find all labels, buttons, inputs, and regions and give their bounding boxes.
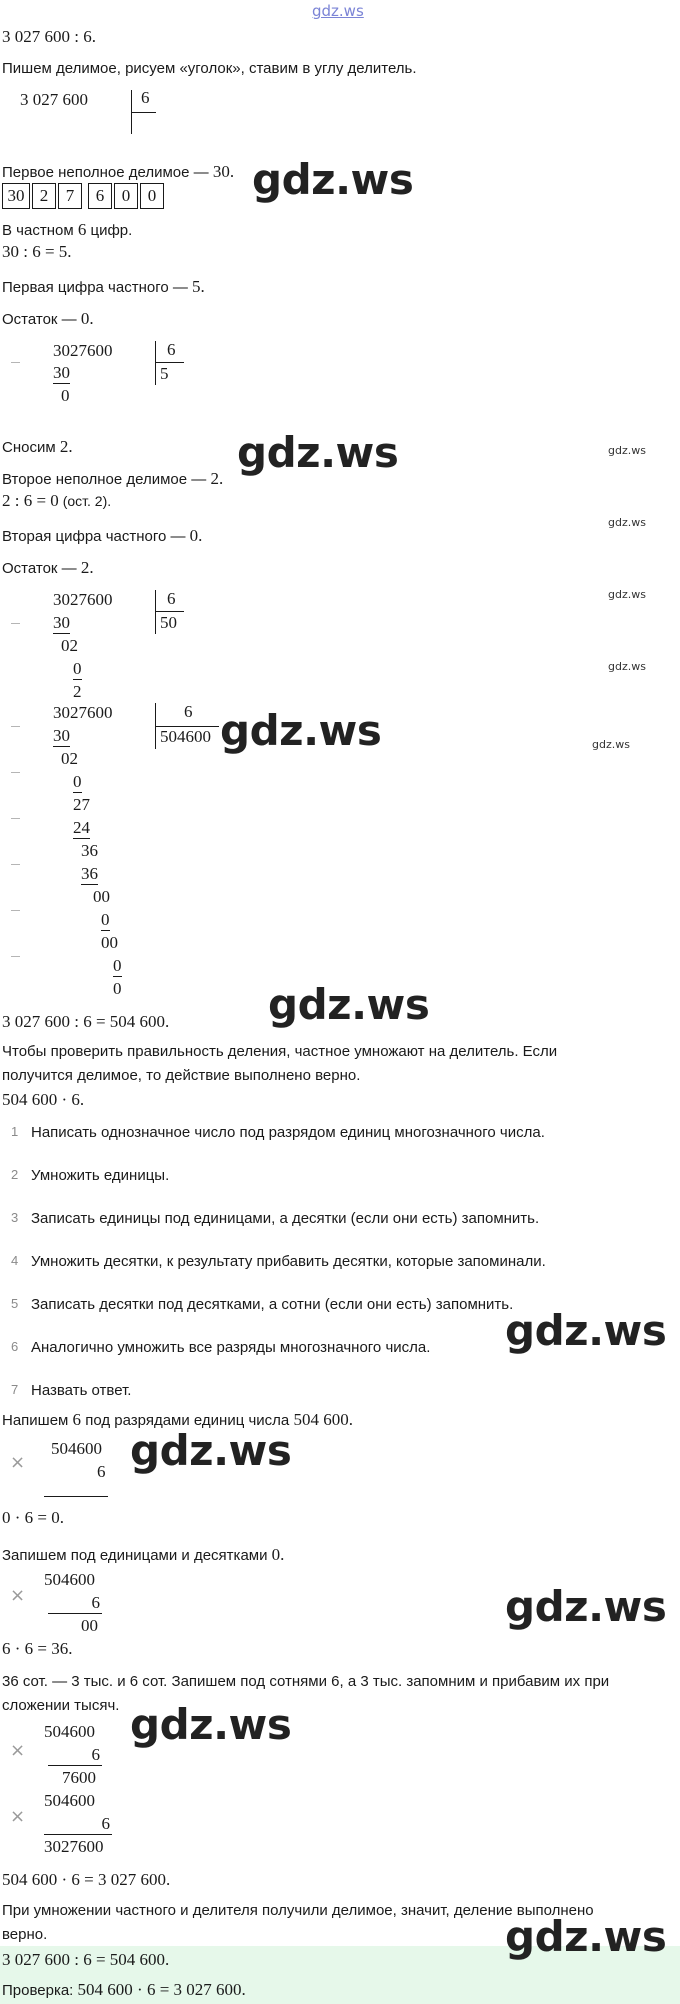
step-text: Умножить десятки, к результату прибавить десятки, которые запоминали. bbox=[31, 1253, 546, 1270]
step-number: 3 bbox=[11, 1210, 19, 1225]
div1-subtrahend: 30 bbox=[53, 363, 70, 382]
second-digit-label: Вторая цифра частного — bbox=[2, 528, 190, 545]
watermark-small: gdz.ws bbox=[608, 444, 646, 457]
step-text: Умножить единицы. bbox=[31, 1167, 170, 1184]
first-partial-value: 30. bbox=[212, 162, 235, 181]
watermark: gdz.ws bbox=[505, 1306, 667, 1355]
div3-line: 02 bbox=[61, 749, 78, 768]
div3-line: 24 bbox=[73, 818, 90, 837]
answer-box-answer: 3 027 600 : 6 = 504 600. bbox=[2, 1950, 170, 1969]
m4-result: 3027600 bbox=[44, 1837, 104, 1856]
watermark-small: gdz.ws bbox=[592, 738, 630, 751]
remainder-value: 0. bbox=[80, 309, 94, 328]
watermark-small: gdz.ws bbox=[608, 588, 646, 601]
div2-corner-horizontal bbox=[155, 611, 184, 612]
division-answer: 3 027 600 : 6 = 504 600. bbox=[2, 1012, 170, 1031]
m4-top: 504600 bbox=[44, 1791, 95, 1810]
digit-cell: 6 bbox=[88, 183, 112, 209]
check-intro: получится делимое, то действие выполнено верно. bbox=[2, 1067, 361, 1084]
m1-top: 504600 bbox=[51, 1439, 102, 1458]
step-number: 7 bbox=[11, 1382, 19, 1397]
remainder-label: Остаток — bbox=[2, 311, 81, 328]
div3-line: 0 bbox=[73, 772, 82, 791]
second-digit-value: 0. bbox=[189, 526, 203, 545]
div2-divisor: 6 bbox=[167, 589, 176, 608]
step-number: 6 bbox=[11, 1339, 19, 1354]
div2-line: 02 bbox=[61, 636, 78, 655]
minus-sign bbox=[11, 864, 20, 865]
div2-line: 0 bbox=[73, 659, 82, 678]
m2-top: 504600 bbox=[44, 1570, 95, 1589]
div2-line: 2 bbox=[73, 682, 82, 701]
times-sign: × bbox=[10, 1740, 26, 1761]
quotient-digits-suffix: цифр. bbox=[86, 222, 133, 239]
setup-dividend: 3 027 600 bbox=[20, 90, 88, 109]
second-digit-line bbox=[2, 526, 202, 546]
equation-final: 504 600 · 6 = 3 027 600. bbox=[2, 1870, 171, 1889]
watermark: gdz.ws bbox=[252, 155, 414, 204]
zeros-value: 0. bbox=[271, 1545, 285, 1564]
watermark: gdz.ws bbox=[130, 1700, 292, 1749]
product-expression: 504 600 · 6. bbox=[2, 1090, 85, 1109]
minus-sign bbox=[11, 623, 20, 624]
answer-box-check bbox=[2, 1980, 246, 2000]
remainder2-line bbox=[2, 558, 94, 578]
minus-sign bbox=[11, 726, 20, 727]
bring-down-line bbox=[2, 437, 73, 457]
equation-2-6-note: (ост. 2). bbox=[58, 493, 112, 509]
div2-dividend: 3027600 bbox=[53, 590, 113, 609]
div3-dividend: 3027600 bbox=[53, 703, 113, 722]
minus-sign bbox=[11, 910, 20, 911]
m1-bottom: 6 bbox=[97, 1462, 106, 1481]
step-text: Записать единицы под единицами, а десятки (если они есть) запомнить. bbox=[31, 1210, 540, 1227]
times-sign: × bbox=[10, 1806, 26, 1827]
div3-quotient: 504600 bbox=[160, 727, 211, 746]
times-sign: × bbox=[10, 1585, 26, 1606]
equation-2-6 bbox=[2, 491, 111, 511]
step-number: 4 bbox=[11, 1253, 19, 1268]
remainder2-label: Остаток — bbox=[2, 560, 81, 577]
write6-value: 6 bbox=[72, 1410, 82, 1429]
digit-cell: 2 bbox=[32, 183, 56, 209]
first-partial-line bbox=[2, 162, 234, 182]
check-label: Проверка: bbox=[2, 1982, 78, 1999]
watermark: gdz.ws bbox=[220, 706, 382, 755]
check-intro: Чтобы проверить правильность деления, частное умножают на делитель. Если bbox=[2, 1043, 558, 1060]
div2-corner-vertical bbox=[155, 590, 156, 634]
m2-result: 00 bbox=[81, 1616, 98, 1635]
write6-mid: под разрядами единиц числа bbox=[81, 1412, 294, 1429]
m2-bottom: 6 bbox=[48, 1593, 102, 1614]
setup-divisor: 6 bbox=[141, 88, 150, 107]
setup-corner-horizontal bbox=[131, 112, 156, 113]
step-text: Назвать ответ. bbox=[31, 1382, 132, 1399]
second-partial-line bbox=[2, 469, 223, 489]
task-expression: 3 027 600 : 6. bbox=[2, 27, 96, 46]
div2-line: 30 bbox=[53, 613, 70, 632]
first-digit-label: Первая цифра частного — bbox=[2, 279, 193, 296]
div3-line: 00 bbox=[101, 933, 118, 952]
remainder-line bbox=[2, 309, 94, 329]
m3-result: 7600 bbox=[62, 1768, 96, 1787]
div3-line: 36 bbox=[81, 864, 98, 883]
step-text: Написать однозначное число под разрядом единиц многозначного числа. bbox=[31, 1124, 545, 1141]
digit-cell: 0 bbox=[114, 183, 138, 209]
check-expression: 504 600 · 6 = 3 027 600. bbox=[77, 1980, 246, 1999]
div2-quotient: 50 bbox=[160, 613, 177, 632]
div3-line: 0 bbox=[101, 910, 110, 929]
digit-cell: 0 bbox=[140, 183, 164, 209]
times-sign: × bbox=[10, 1452, 26, 1473]
step-text: Записать десятки под десятками, а сотни (если они есть) запомнить. bbox=[31, 1296, 514, 1313]
quotient-digits-line bbox=[2, 220, 132, 240]
minus-sign bbox=[11, 362, 20, 363]
first-digit-value: 5. bbox=[192, 277, 205, 296]
write6-label: Напишем bbox=[2, 1412, 73, 1429]
hundreds-text: сложении тысяч. bbox=[2, 1697, 120, 1714]
m3-top: 504600 bbox=[44, 1722, 95, 1741]
digit-cells bbox=[2, 183, 166, 209]
write6-number: 504 600. bbox=[293, 1410, 353, 1429]
watermark: gdz.ws bbox=[268, 980, 430, 1029]
div3-line: 27 bbox=[73, 795, 90, 814]
m3-bottom: 6 bbox=[48, 1745, 102, 1766]
conclusion-text: При умножении частного и делителя получили делимое, значит, деление выполнено bbox=[2, 1902, 594, 1919]
quotient-digits-value: 6 bbox=[77, 220, 87, 239]
digit-cell: 30 bbox=[2, 183, 30, 209]
m4-bottom: 6 bbox=[44, 1814, 112, 1835]
second-partial-label: Второе неполное делимое — bbox=[2, 471, 211, 488]
div3-line: 30 bbox=[53, 726, 70, 745]
minus-sign bbox=[11, 818, 20, 819]
div3-line: 0 bbox=[113, 956, 122, 975]
site-logo[interactable]: gdz.ws bbox=[312, 2, 364, 20]
first-partial-label: Первое неполное делимое — bbox=[2, 164, 213, 181]
bring-down-value: 2. bbox=[59, 437, 73, 456]
watermark-small: gdz.ws bbox=[608, 516, 646, 529]
div1-quotient: 5 bbox=[160, 364, 169, 383]
equation-0-6: 0 · 6 = 0. bbox=[2, 1508, 64, 1527]
first-digit-line bbox=[2, 277, 205, 297]
step-number: 1 bbox=[11, 1124, 19, 1139]
bring-down-label: Сносим bbox=[2, 439, 60, 456]
quotient-digits-label: В частном bbox=[2, 222, 78, 239]
div1-remainder: 0 bbox=[61, 386, 70, 405]
hundreds-text: 36 сот. — 3 тыс. и 6 сот. Запишем под сотнями 6, а 3 тыс. запомним и прибавим их при bbox=[2, 1673, 610, 1690]
step-number: 2 bbox=[11, 1167, 19, 1182]
step-text: Аналогично умножить все разряды многозначного числа. bbox=[31, 1339, 431, 1356]
div1-corner-horizontal bbox=[155, 362, 184, 363]
div1-divisor: 6 bbox=[167, 340, 176, 359]
m1-rule bbox=[44, 1496, 108, 1497]
div3-divisor: 6 bbox=[184, 702, 193, 721]
remainder2-value: 2. bbox=[80, 558, 94, 577]
equation-6-6: 6 · 6 = 36. bbox=[2, 1639, 73, 1658]
second-partial-value: 2. bbox=[210, 469, 224, 488]
div1-corner-vertical bbox=[155, 341, 156, 385]
minus-sign bbox=[11, 772, 20, 773]
setup-text: Пишем делимое, рисуем «уголок», ставим в углу делитель. bbox=[2, 60, 417, 77]
zeros-line bbox=[2, 1545, 284, 1565]
conclusion-text: верно. bbox=[2, 1926, 48, 1943]
equation-2-6-expr: 2 : 6 = 0 bbox=[2, 491, 59, 510]
watermark-small: gdz.ws bbox=[608, 660, 646, 673]
watermark: gdz.ws bbox=[130, 1426, 292, 1475]
step-number: 5 bbox=[11, 1296, 19, 1311]
minus-sign bbox=[11, 956, 20, 957]
div3-line: 00 bbox=[93, 887, 110, 906]
equation-30-6: 30 : 6 = 5. bbox=[2, 242, 72, 261]
watermark: gdz.ws bbox=[505, 1912, 667, 1961]
watermark: gdz.ws bbox=[237, 428, 399, 477]
digit-cell: 7 bbox=[58, 183, 82, 209]
div1-dividend: 3027600 bbox=[53, 341, 113, 360]
div3-line: 0 bbox=[113, 979, 122, 998]
zeros-label: Запишем под единицами и десятками bbox=[2, 1547, 272, 1564]
div3-line: 36 bbox=[81, 841, 98, 860]
watermark: gdz.ws bbox=[505, 1582, 667, 1631]
